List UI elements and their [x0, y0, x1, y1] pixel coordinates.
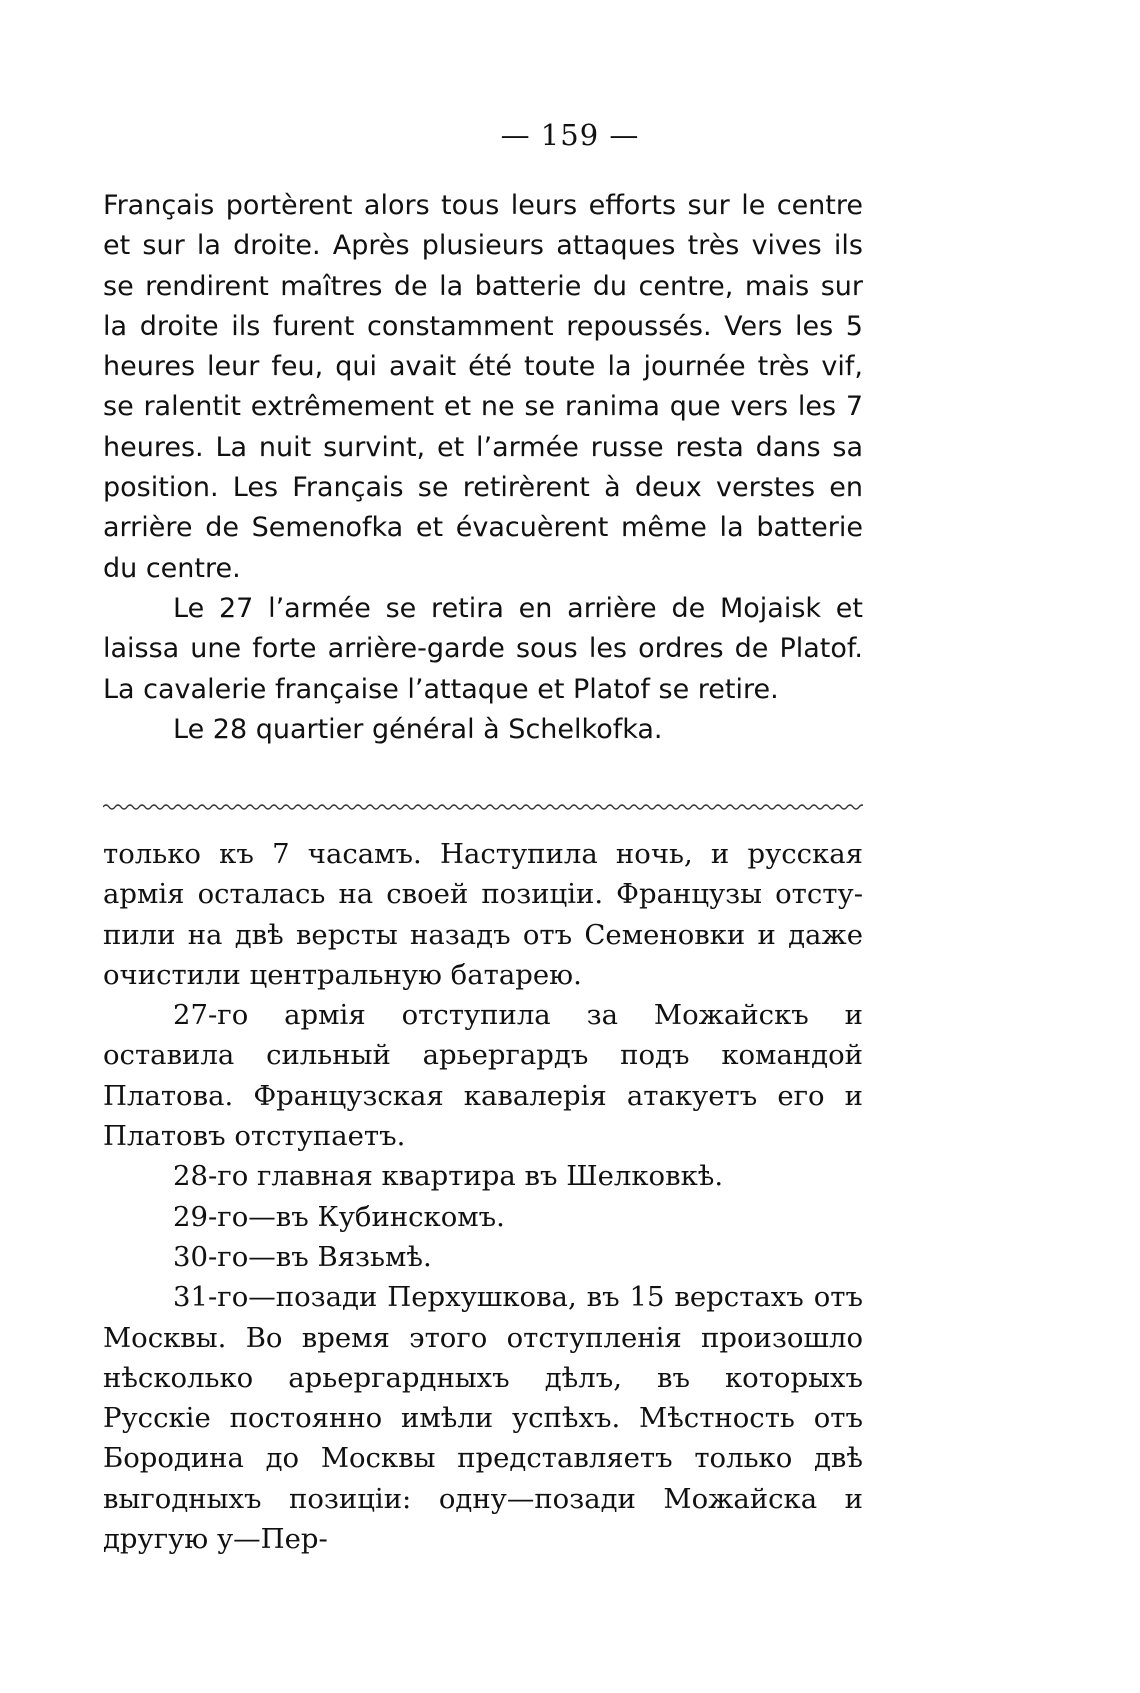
russian-paragraph-4: 29-го—въ Кубинскомъ. [173, 1200, 505, 1233]
page-number: — 159 — [500, 118, 640, 152]
russian-paragraph-1: только къ 7 часамъ. Наступила ночь, и русская армія осталась на своей позиціи. Французы отступили на двѣ версты назадъ отъ Семеновки и даже очистили центральную батарею. [103, 838, 863, 991]
french-paragraph-3: Le 28 quartier général à Schelkofka. [173, 713, 663, 745]
russian-paragraph-5: 30-го—въ Вязьмѣ. [173, 1240, 432, 1273]
wavy-divider-line [103, 800, 863, 814]
wavy-section-divider [103, 800, 863, 814]
russian-paragraph-3: 28-го главная квартира въ Шелковкѣ. [173, 1160, 724, 1193]
russian-paragraph-2: 27-го армія отступила за Можайскъ и оставила сильный арьергардъ подъ командой Платова. Французская кавалерія атакуетъ его и Платовъ отступаетъ. [103, 999, 863, 1153]
russian-paragraph-6: 31-го—позади Перхушкова, въ 15 верстахъ отъ Москвы. Во время этого отступленія произошло нѣсколько арьергардныхъ дѣлъ, въ которыхъ Русскіе постоянно имѣли успѣхъ. Мѣстность отъ Бородина до Москвы представляетъ только двѣ выгодныхъ позиціи: одну—позади Можайска и другую у—Пер- [103, 1281, 863, 1556]
french-text-block [103, 186, 863, 750]
french-paragraph-1: Français portèrent alors tous leurs efforts sur le centre et sur la droite. Après plusieurs attaques très vives ils se rendirent maîtres de la batterie du centre, mais sur la droite ils furent constamment repoussés. Vers les 5 heures leur feu, qui avait été toute la journée très vif, se ralentit extrêmement et ne se ranima que vers les 7 heures. La nuit survint, et l’armée russe resta dans sa position. Les Français se retirèrent à deux verstes en arrière de Semenofka et évacuèrent même la batterie du centre. [103, 190, 863, 584]
russian-text-block [103, 834, 863, 1559]
french-paragraph-2: Le 27 l’armée se retira en arrière de Mojaisk et laissa une forte arrière-garde sous les ordres de Platof. La cavalerie française l’attaque et Platof se retire. [103, 592, 863, 705]
